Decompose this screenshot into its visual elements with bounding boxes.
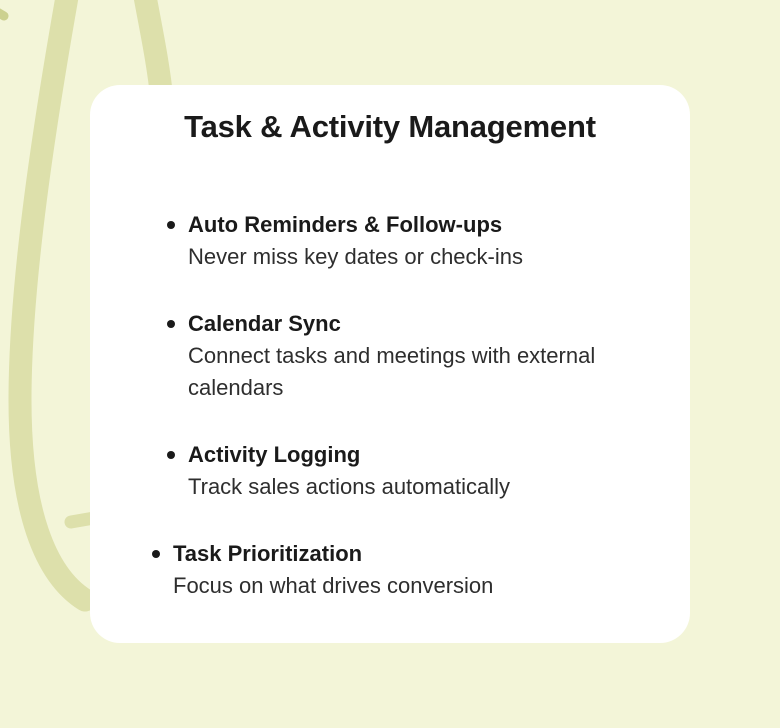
feature-item <box>167 209 650 273</box>
feature-item <box>167 439 650 503</box>
swirl-arc-left-icon <box>20 0 85 600</box>
card-title: Task & Activity Management <box>184 109 596 144</box>
bullet-dot-icon <box>152 550 160 558</box>
feature-item <box>167 308 650 404</box>
feature-title: Calendar Sync <box>188 311 341 336</box>
feature-text <box>188 439 510 503</box>
feature-text <box>188 308 650 404</box>
feature-item <box>152 538 650 602</box>
feature-description: Connect tasks and meetings with external calendars <box>188 343 596 400</box>
feature-title: Auto Reminders & Follow-ups <box>188 212 503 237</box>
feature-card <box>90 85 690 643</box>
feature-text <box>188 209 523 273</box>
feature-text <box>173 538 493 602</box>
feature-list <box>90 209 690 602</box>
feature-description: Focus on what drives conversion <box>173 573 494 598</box>
bullet-dot-icon <box>167 320 175 328</box>
bullet-dot-icon <box>167 221 175 229</box>
feature-description: Never miss key dates or check-ins <box>188 244 523 269</box>
feature-title: Task Prioritization <box>173 541 363 566</box>
bullet-dot-icon <box>167 451 175 459</box>
feature-title: Activity Logging <box>188 442 361 467</box>
feature-description: Track sales actions automatically <box>188 474 510 499</box>
swirl-edge-mark-icon <box>0 10 4 16</box>
